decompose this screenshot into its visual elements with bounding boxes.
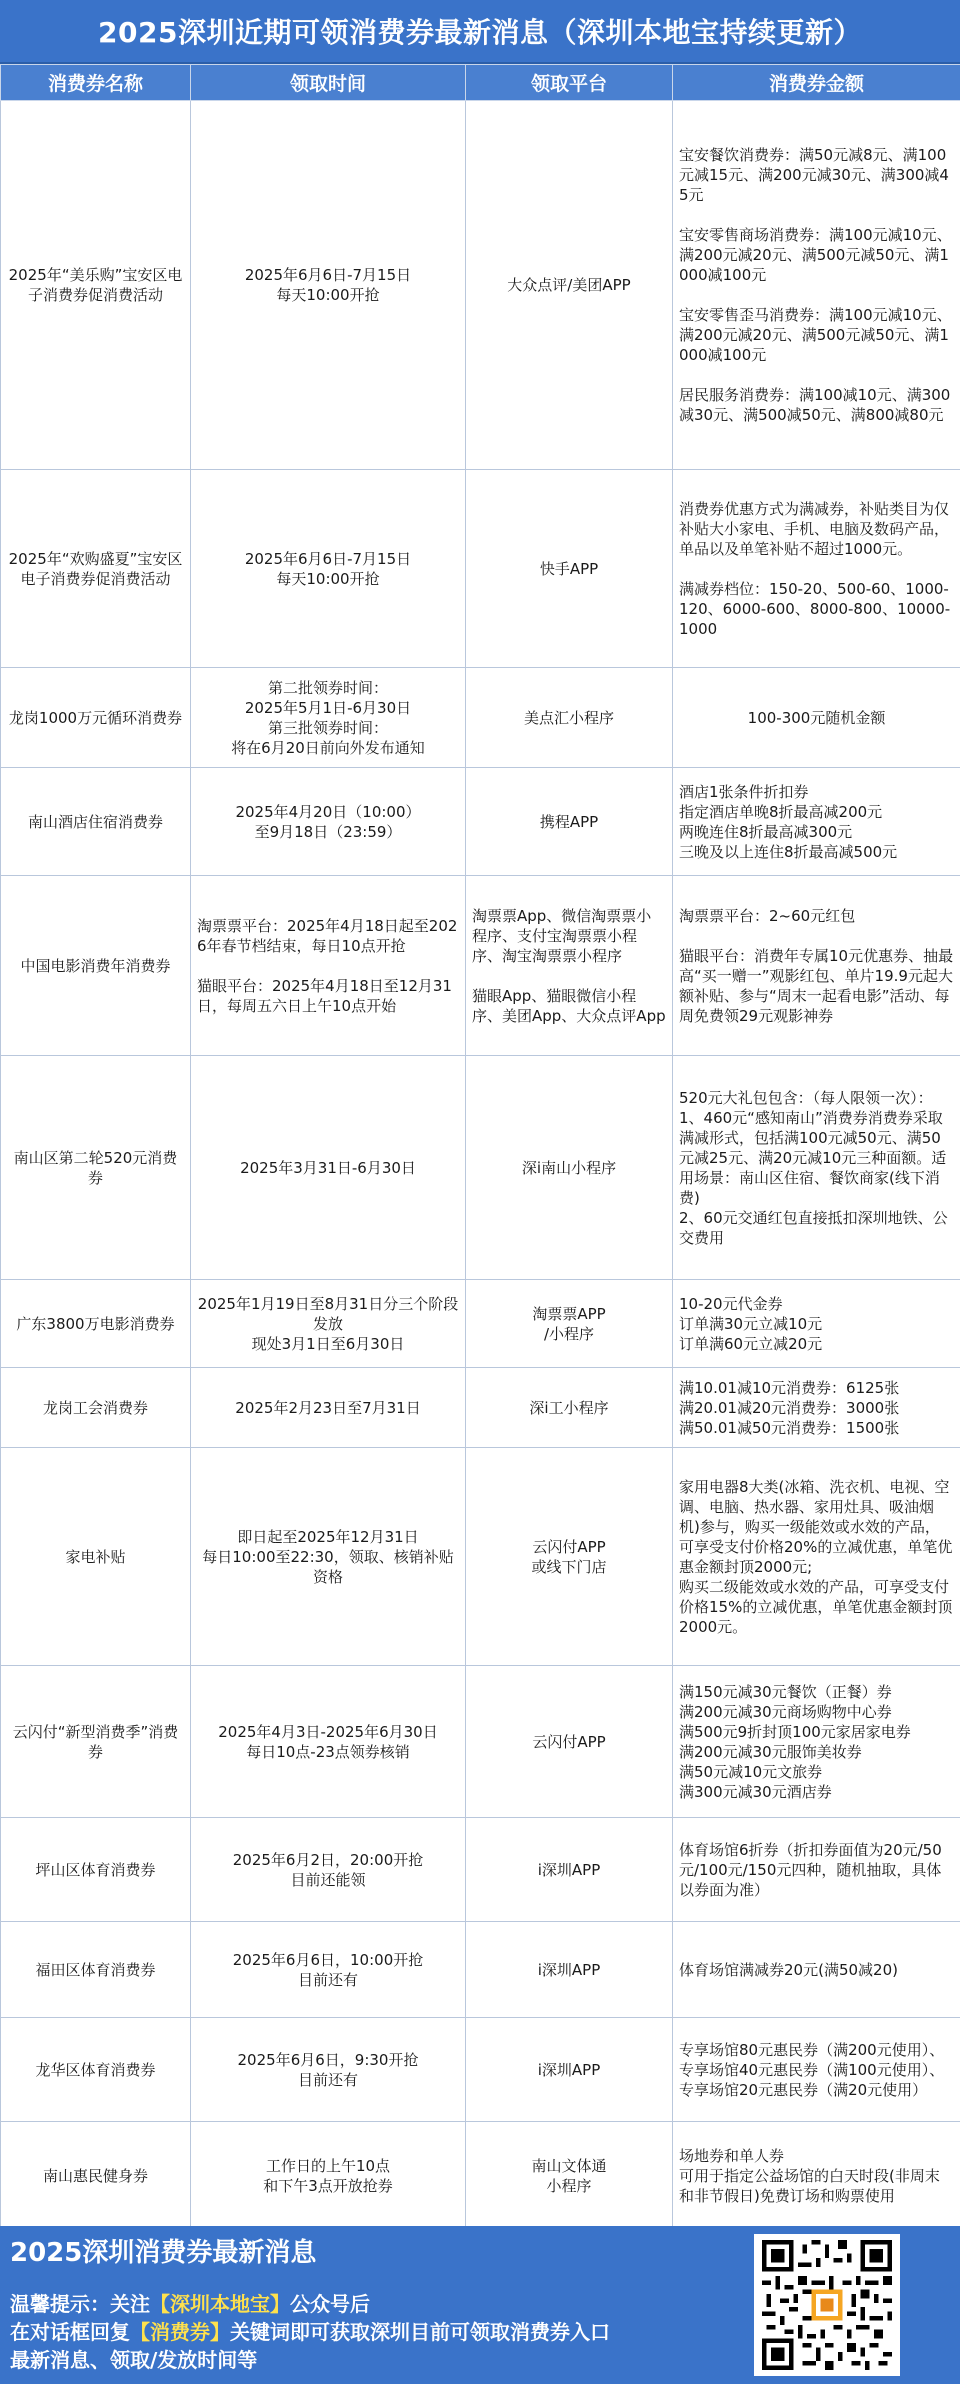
- amount-cell: [673, 470, 960, 668]
- claim-time-text: 2025年6月2日，20:00开抢: [232, 1850, 424, 1869]
- claim-time-text: 2025年6月6日，9:30开抢: [237, 2050, 419, 2069]
- amount-text: 满500元9折封顶100元家居家电券: [679, 1722, 911, 1741]
- amount-text: 满200元减30元服饰美妆券: [679, 1742, 862, 1761]
- table-row: [1, 1448, 960, 1666]
- claim-time-cell: [191, 876, 466, 1056]
- amount-text: 520元大礼包包含：（每人限领一次）：: [679, 1088, 933, 1107]
- platform-cell: [466, 101, 673, 470]
- claim-time-cell: [191, 1368, 466, 1448]
- footer-tip-text: 温馨提示：关注: [10, 2292, 150, 2316]
- amount-text: 订单满30元立减10元: [679, 1314, 823, 1333]
- coupon-name: 福田区体育消费券: [35, 1960, 156, 1979]
- amount-cell: [673, 101, 960, 470]
- footer-reply-line: [10, 2316, 610, 2345]
- coupon-name: 家电补贴: [65, 1547, 126, 1566]
- platform-text: 南山文体通: [531, 2157, 607, 2175]
- platform-text: 快手APP: [539, 559, 599, 578]
- amount-cell: [673, 2122, 960, 2231]
- footer-reply-suffix: 关键词即可获取深圳目前可领取消费券入口: [230, 2320, 610, 2344]
- claim-time-cell: [191, 1280, 466, 1368]
- claim-time-cell: [191, 1666, 466, 1818]
- header-name: 消费券名称: [1, 65, 191, 101]
- claim-time-cell: [191, 101, 466, 470]
- platform-text: 携程APP: [539, 812, 599, 831]
- claim-time-text: 每日10:00至22:30，领取、核销补贴资格: [202, 1547, 454, 1586]
- table-row: [1, 470, 960, 668]
- platform-cell: [466, 1666, 673, 1818]
- platform-text: 云闪付APP: [532, 1732, 606, 1751]
- amount-cell: [673, 1666, 960, 1818]
- table-row: [1, 1818, 960, 1922]
- claim-time-text: 目前还有: [297, 1970, 358, 1989]
- coupon-name: 南山区第二轮520元消费券: [13, 1148, 178, 1187]
- coupon-name-cell: [1, 2018, 191, 2122]
- table-row: [1, 1666, 960, 1818]
- platform-text: i深圳APP: [537, 1860, 601, 1879]
- platform-cell: [466, 470, 673, 668]
- claim-time-text: 猫眼平台：2025年4月18日至12月31日，每周五六日上午10点开始: [197, 976, 452, 1015]
- table-row: [1, 668, 960, 768]
- footer-tip-suffix: 公众号后: [290, 2292, 370, 2316]
- amount-text: 订单满60元立减20元: [679, 1334, 823, 1353]
- amount-text: 宝安餐饮消费券：满50元减8元、满100元减15元、满200元减30元、满300减45元: [679, 146, 949, 204]
- platform-text: 猫眼App、猫眼微信小程序、美团App、大众点评App: [472, 986, 666, 1025]
- platform-cell: [466, 1922, 673, 2018]
- qr-code-icon: [760, 2240, 894, 2370]
- footer-account-highlight: 【深圳本地宝】: [150, 2292, 290, 2316]
- amount-text: 满50元减10元文旅券: [679, 1762, 823, 1781]
- amount-text: 购买二级能效或水效的产品，可享受支付价格15%的立减优惠，单笔优惠金额封顶2000元。: [679, 1577, 953, 1636]
- coupon-name-cell: [1, 1368, 191, 1448]
- claim-time-text: 即日起至2025年12月31日: [237, 1527, 419, 1546]
- coupon-name-cell: [1, 2122, 191, 2231]
- amount-text: 家用电器8大类(冰箱、洗衣机、电视、空调、电脑、热水器、家用灶具、吸油烟机)参与，购买一级能效或水效的产品，可享受支付价格20%的立减优惠，单笔优惠金额封顶2000元;: [679, 1477, 953, 1576]
- coupon-name-cell: [1, 1280, 191, 1368]
- footer-panel: [0, 2226, 960, 2384]
- claim-time-text: 每天10:00开抢: [276, 569, 380, 588]
- amount-cell: [673, 1056, 960, 1280]
- claim-time-text: 第二批领券时间：: [267, 678, 388, 697]
- amount-text: 居民服务消费券：满100减10元、满300减30元、满500减50元、满800减80元: [679, 386, 951, 424]
- coupon-name: 坪山区体育消费券: [35, 1860, 156, 1879]
- claim-time-text: 将在6月20日前向外发布通知: [231, 738, 425, 757]
- amount-cell: [673, 1922, 960, 2018]
- platform-text: 小程序: [546, 2177, 592, 2195]
- coupon-name: 云闪付“新型消费季”消费券: [12, 1722, 179, 1761]
- table-row: [1, 2122, 960, 2231]
- platform-text: i深圳APP: [537, 2060, 601, 2079]
- table-row: [1, 1280, 960, 1368]
- header-amount: 消费券金额: [673, 65, 960, 101]
- claim-time-text: 2025年1月19日至8月31日分三个阶段发放: [197, 1294, 459, 1333]
- claim-time-text: 2025年3月31日-6月30日: [240, 1158, 416, 1177]
- platform-text: /小程序: [543, 1324, 595, 1343]
- platform-cell: [466, 1056, 673, 1280]
- platform-cell: [466, 1280, 673, 1368]
- amount-text: 淘票票平台：2~60元红包: [679, 906, 856, 925]
- claim-time-cell: [191, 768, 466, 876]
- platform-text: 美点汇小程序: [523, 708, 614, 727]
- platform-text: 淘票票APP: [532, 1304, 606, 1323]
- table-row: [1, 2018, 960, 2122]
- amount-text: 场地券和单人券: [679, 2147, 785, 2165]
- claim-time-text: 现处3月1日至6月30日: [251, 1334, 405, 1353]
- amount-cell: [673, 2018, 960, 2122]
- amount-text: 2、60元交通红包直接抵扣深圳地铁、公交费用: [679, 1208, 948, 1247]
- claim-time-cell: [191, 2122, 466, 2231]
- claim-time-cell: [191, 470, 466, 668]
- footer-tip-line: [10, 2288, 370, 2317]
- coupon-name-cell: [1, 876, 191, 1056]
- platform-text: i深圳APP: [537, 1960, 601, 1979]
- claim-time-text: 淘票票平台：2025年4月18日起至2026年春节档结束，每日10点开抢: [197, 916, 458, 955]
- amount-text: 满300元减30元酒店券: [679, 1782, 832, 1801]
- amount-text: 体育场馆满减券20元(满50减20): [679, 1960, 898, 1979]
- claim-time-text: 2025年5月1日-6月30日: [244, 698, 412, 717]
- coupon-name: 龙华区体育消费券: [35, 2060, 156, 2079]
- amount-text: 满10.01减10元消费券：6125张: [679, 1378, 900, 1397]
- coupon-table: [0, 64, 960, 2231]
- amount-text: 指定酒店单晚8折最高减200元: [679, 802, 883, 821]
- claim-time-text: 2025年6月6日-7月15日: [244, 266, 412, 284]
- amount-text: 1、460元“感知南山”消费券消费券采取满减形式，包括满100元减50元、满50元减25元、满20元减10元三种面额。适用场景：南山区住宿、餐饮商家(线下消费): [679, 1108, 947, 1207]
- amount-cell: [673, 1368, 960, 1448]
- footer-title: 2025深圳消费券最新消息: [10, 2238, 317, 2268]
- claim-time-text: 工作日的上午10点: [265, 2157, 391, 2175]
- platform-text: 深i工小程序: [529, 1398, 609, 1417]
- claim-time-cell: [191, 2018, 466, 2122]
- table-row: [1, 1056, 960, 1280]
- amount-cell: [673, 876, 960, 1056]
- claim-time-text: 第三批领券时间：: [267, 718, 388, 737]
- coupon-name: 南山酒店住宿消费券: [27, 812, 163, 831]
- amount-cell: [673, 1818, 960, 1922]
- page-title: 2025深圳近期可领消费券最新消息（深圳本地宝持续更新）: [0, 0, 960, 64]
- coupon-name: 2025年“欢购盛夏”宝安区电子消费券促消费活动: [8, 549, 183, 588]
- coupon-name-cell: [1, 768, 191, 876]
- amount-text: 消费券优惠方式为满减券，补贴类目为仅补贴大小家电、手机、电脑及数码产品，单品以及单笔补贴不超过1000元。: [679, 499, 950, 558]
- platform-text: 大众点评/美团APP: [507, 276, 631, 294]
- claim-time-cell: [191, 1056, 466, 1280]
- amount-text: 满150元减30元餐饮（正餐）券: [679, 1682, 892, 1701]
- amount-text: 宝安零售歪马消费券：满100元减10元、满200元减20元、满500元减50元、满1000减100元: [679, 306, 952, 364]
- footer-keyword-highlight: 【消费券】: [130, 2320, 230, 2344]
- amount-text: 宝安零售商场消费券：满100元减10元、满200元减20元、满500元减50元、满1000减100元: [679, 226, 952, 284]
- platform-cell: [466, 1368, 673, 1448]
- claim-time-text: 和下午3点开放抢券: [263, 2177, 393, 2195]
- table-row: [1, 876, 960, 1056]
- coupon-name-cell: [1, 1448, 191, 1666]
- claim-time-cell: [191, 1818, 466, 1922]
- platform-cell: [466, 768, 673, 876]
- platform-cell: [466, 2018, 673, 2122]
- claim-time-text: 2025年6月6日-7月15日: [244, 549, 412, 568]
- table-header-row: [1, 65, 960, 101]
- claim-time-text: 每日10点-23点领券核销: [246, 1742, 410, 1761]
- amount-cell: [673, 1280, 960, 1368]
- coupon-name: 广东3800万电影消费券: [16, 1314, 175, 1333]
- table-row: [1, 101, 960, 470]
- amount-text: 满20.01减20元消费券：3000张: [679, 1398, 900, 1417]
- coupon-name-cell: [1, 1056, 191, 1280]
- amount-text: 满减券档位：150-20、500-60、1000-120、6000-600、8000-800、10000-1000: [679, 579, 951, 638]
- claim-time-cell: [191, 668, 466, 768]
- platform-text: 或线下门店: [531, 1557, 607, 1576]
- platform-cell: [466, 1818, 673, 1922]
- footer-reply-text: 在对话框回复: [10, 2320, 130, 2344]
- platform-text: 云闪付APP: [532, 1537, 606, 1556]
- amount-text: 可用于指定公益场馆的白天时段(非周末和非节假日)免费订场和购票使用: [679, 2167, 940, 2205]
- claim-time-cell: [191, 1448, 466, 1666]
- coupon-name-cell: [1, 1818, 191, 1922]
- amount-text: 满50.01减50元消费券：1500张: [679, 1418, 900, 1437]
- platform-cell: [466, 1448, 673, 1666]
- platform-cell: [466, 2122, 673, 2231]
- claim-time-text: 2025年2月23日至7月31日: [235, 1398, 421, 1417]
- amount-text: 三晚及以上连住8折最高减500元: [679, 842, 898, 861]
- amount-text: 两晚连住8折最高减300元: [679, 822, 853, 841]
- amount-text: 酒店1张条件折扣券: [679, 782, 809, 801]
- coupon-name: 南山惠民健身券: [42, 2167, 148, 2185]
- header-platform: 领取平台: [466, 65, 673, 101]
- table-row: [1, 1368, 960, 1448]
- table-row: [1, 1922, 960, 2018]
- claim-time-text: 目前还有: [297, 2070, 358, 2089]
- amount-cell: [673, 668, 960, 768]
- header-time: 领取时间: [191, 65, 466, 101]
- claim-time-text: 至9月18日（23:59）: [254, 822, 402, 841]
- amount-cell: [673, 1448, 960, 1666]
- claim-time-text: 2025年4月3日-2025年6月30日: [218, 1722, 438, 1741]
- coupon-name-cell: [1, 1666, 191, 1818]
- claim-time-text: 2025年4月20日（10:00）: [235, 802, 421, 821]
- platform-text: 深i南山小程序: [521, 1158, 617, 1177]
- platform-text: 淘票票App、微信淘票票小程序、支付宝淘票票小程序、淘宝淘票票小程序: [472, 906, 652, 965]
- amount-text: 专享场馆80元惠民券（满200元使用）、专享场馆40元惠民券（满100元使用）、专享场馆20元惠民券（满20元使用）: [679, 2040, 945, 2099]
- table-row: [1, 768, 960, 876]
- coupon-name: 2025年“美乐购”宝安区电子消费券促消费活动: [8, 266, 183, 304]
- coupon-name: 中国电影消费年消费券: [20, 956, 171, 975]
- qr-code[interactable]: [754, 2234, 900, 2376]
- claim-time-text: 每天10:00开抢: [276, 286, 380, 304]
- amount-text: 体育场馆6折券（折扣券面值为20元/50元/100元/150元四种，随机抽取，具体以券面为准）: [679, 1840, 942, 1899]
- platform-cell: [466, 668, 673, 768]
- claim-time-text: 2025年6月6日，10:00开抢: [232, 1950, 424, 1969]
- amount-text: 猫眼平台：消费年专属10元优惠券、抽最高“买一赠一”观影红包、单片19.9元起大额补贴、参与“周末一起看电影”活动、每周免费领29元观影神券: [679, 946, 954, 1025]
- coupon-name-cell: [1, 470, 191, 668]
- claim-time-cell: [191, 1922, 466, 2018]
- amount-text: 10-20元代金券: [679, 1294, 783, 1313]
- coupon-name-cell: [1, 668, 191, 768]
- claim-time-text: 目前还能领: [290, 1870, 366, 1889]
- amount-text: 满200元减30元商场购物中心券: [679, 1702, 892, 1721]
- coupon-name-cell: [1, 1922, 191, 2018]
- footer-info-line: 最新消息、领取/发放时间等: [10, 2348, 258, 2372]
- platform-cell: [466, 876, 673, 1056]
- amount-cell: [673, 768, 960, 876]
- coupon-name-cell: [1, 101, 191, 470]
- coupon-name: 龙岗1000万元循环消费券: [8, 708, 183, 727]
- amount-text: 100-300元随机金额: [747, 708, 886, 727]
- coupon-name: 龙岗工会消费券: [42, 1398, 148, 1417]
